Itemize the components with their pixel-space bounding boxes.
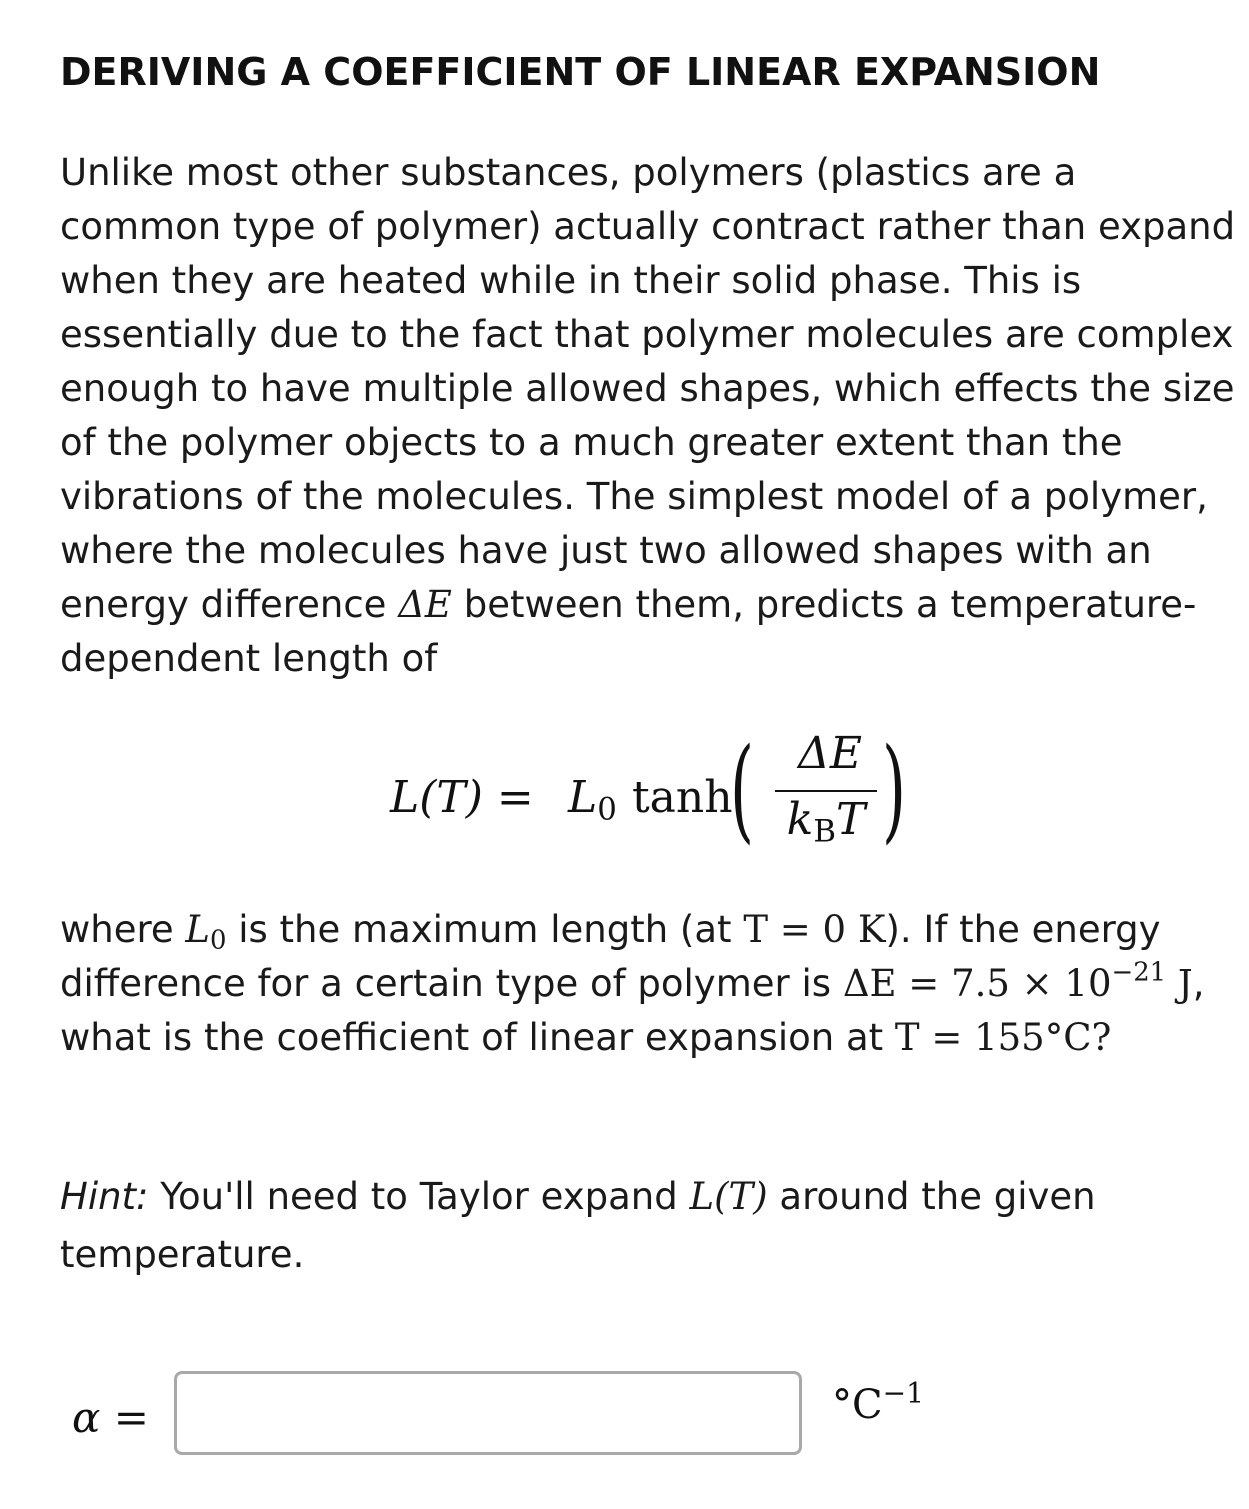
intro-text: Unlike most other substances, polymers (plastics are a common type of polymer) actually contract rather than expand when they are heated while in their solid phase. This is essentially due to the fact that polymer molecules are complex enough to have multiple allowed shapes, which effects the size of the polymer objects to a much greater extent than the vibrations of the molecules. The simplest model of a polymer, where the molecules have just two allowed shapes with an energy difference (60, 151, 1236, 626)
hint-paragraph: Hint: You'll need to Taylor expand L(T) around the given temperature. (60, 1175, 1096, 1276)
intro-paragraph (60, 146, 1240, 686)
page-title: DERIVING A COEFFICIENT OF LINEAR EXPANSION (60, 50, 1101, 94)
equation-right-paren: ) (882, 725, 907, 855)
delta-e-symbol: ΔE (398, 583, 452, 626)
intro-text-after: between them, predicts a temperature-dependent length of (60, 583, 1197, 680)
target-temperature: T = 155°C (894, 1016, 1092, 1059)
energy-difference-value: $\Delta E = 7.5 \times 10^{-21}$ J (842, 957, 1193, 1005)
hint-label: Hint: (60, 1175, 149, 1218)
equation-tanh: tanh (632, 772, 733, 823)
zero-temperature: T = 0 K (743, 908, 886, 951)
alpha-answer-input[interactable] (174, 1371, 802, 1455)
l0-symbol: $L_0$ (185, 908, 227, 956)
equation-numerator: ΔE (798, 728, 862, 779)
equation-left-paren: ( (730, 725, 755, 855)
equation-lhs: L(T) = (390, 772, 534, 823)
unit-label: $^\circ C^{-1}$ (832, 1376, 924, 1428)
hint-expression: L(T) (689, 1175, 768, 1218)
question-paragraph: where $L_0$ is the maximum length (at T = 0 K). If the energy difference for a certain type of polymer is $\Delta E = 7.5 \times 10^{-21}$ J, what is the coefficient of linear expansion at T = 155°C? (60, 908, 1205, 1059)
alpha-label: α = (72, 1393, 149, 1442)
fraction-bar (775, 790, 877, 792)
equation-l0: $L_0$ (568, 772, 617, 828)
equation-denominator: $k_BT$ (786, 794, 866, 850)
